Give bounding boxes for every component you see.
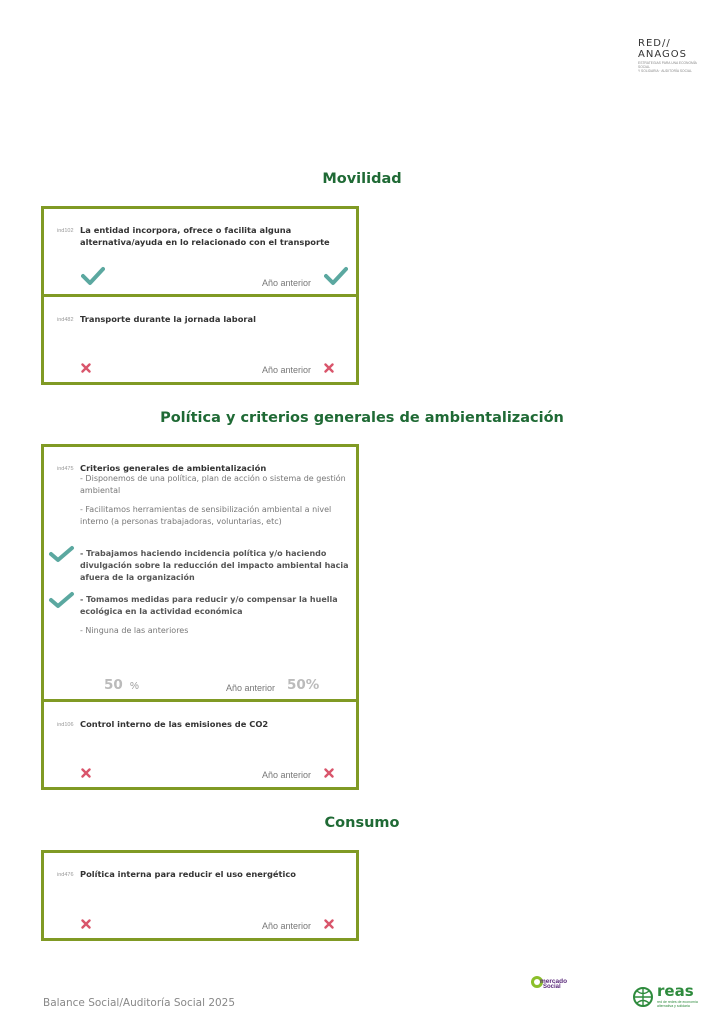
logo-line2: ANAGOS bbox=[638, 49, 687, 60]
reas-wordmark: reas bbox=[657, 982, 694, 1000]
option-item-selected: - Tomamos medidas para reducir y/o compensar la huella ecológica en la actividad económica bbox=[80, 595, 338, 616]
indicator-title: Criterios generales de ambientalización bbox=[80, 463, 267, 473]
previous-year-label: Año anterior bbox=[226, 683, 276, 693]
indicator-code: ind476 bbox=[57, 872, 74, 878]
logo-tagline2: Y SOLIDARIA · AUDITORÍA SOCIAL bbox=[638, 69, 692, 73]
footer-text: Balance Social/Auditoría Social 2025 bbox=[43, 997, 236, 1009]
indicator-card-ind476 bbox=[41, 850, 359, 941]
reas-logo bbox=[632, 982, 702, 1009]
mercado-social-line2: Social bbox=[543, 984, 561, 990]
indicator-code: ind106 bbox=[57, 722, 74, 728]
indicator-card-ind102 bbox=[41, 206, 359, 297]
previous-year-label: Año anterior bbox=[262, 278, 312, 288]
section-title-consumo: Consumo bbox=[324, 815, 400, 831]
option-item: - Facilitamos herramientas de sensibilización ambiental a nivel interno (a personas trabajadoras, voluntarias, etc) bbox=[80, 505, 332, 526]
indicator-card-ind106 bbox=[41, 699, 359, 790]
section-title-politica: Política y criterios generales de ambientalización bbox=[160, 410, 564, 426]
option-item: - Ninguna de las anteriores bbox=[80, 626, 189, 635]
previous-year-label: Año anterior bbox=[262, 770, 312, 780]
percent-value: 50 bbox=[104, 677, 123, 693]
indicator-card-ind475 bbox=[41, 444, 359, 702]
indicator-code: ind102 bbox=[57, 228, 74, 234]
check-icon bbox=[81, 266, 105, 286]
red-anagos-logo bbox=[638, 38, 708, 73]
cross-icon bbox=[81, 919, 91, 929]
cross-icon bbox=[81, 768, 91, 778]
reas-globe-icon bbox=[632, 986, 654, 1008]
logo-tagline1: ESTRATEGIAS PARA UNA ECONOMÍA SOCIAL bbox=[638, 61, 697, 69]
logo-line1: RED// bbox=[638, 38, 671, 49]
indicator-title: La entidad incorpora, ofrece o facilita alguna alternativa/ayuda en lo relacionado con el transporte bbox=[80, 225, 330, 247]
indicator-title: Control interno de las emisiones de CO2 bbox=[80, 719, 269, 729]
indicator-card-ind482 bbox=[41, 294, 359, 385]
previous-cross-icon bbox=[324, 363, 334, 373]
section-title-movilidad: Movilidad bbox=[322, 171, 402, 187]
indicator-title: Transporte durante la jornada laboral bbox=[80, 314, 256, 324]
reas-tagline2: alternativa y solidaria bbox=[657, 1004, 690, 1008]
indicator-code: ind482 bbox=[57, 317, 74, 323]
option-item: - Disponemos de una política, plan de acción o sistema de gestión ambiental bbox=[80, 474, 346, 495]
previous-year-label: Año anterior bbox=[262, 365, 312, 375]
percent-sign: % bbox=[130, 681, 139, 692]
previous-cross-icon bbox=[324, 919, 334, 929]
indicator-code: ind475 bbox=[57, 466, 74, 472]
option-item-selected: - Trabajamos haciendo incidencia política y/o haciendo divulgación sobre la reducción del impacto ambiental hacia afuera de la organización bbox=[80, 549, 349, 582]
previous-cross-icon bbox=[324, 768, 334, 778]
previous-check-icon bbox=[324, 266, 348, 286]
cross-icon bbox=[81, 363, 91, 373]
reas-tagline1: red de redes de economía bbox=[657, 1000, 698, 1004]
selected-check-icon bbox=[49, 591, 75, 609]
mercado-social-logo bbox=[530, 975, 580, 995]
previous-percent-value: 50% bbox=[287, 677, 320, 693]
mercado-social-line1: mercado bbox=[540, 978, 568, 985]
selected-check-icon bbox=[49, 545, 75, 563]
indicator-title: Política interna para reducir el uso energético bbox=[80, 869, 296, 879]
previous-year-label: Año anterior bbox=[262, 921, 312, 931]
